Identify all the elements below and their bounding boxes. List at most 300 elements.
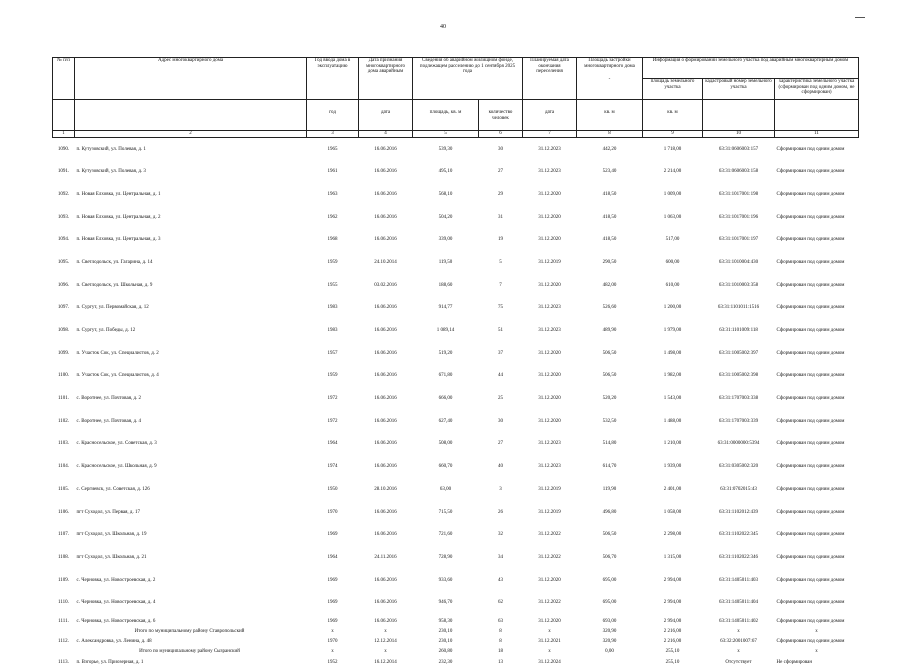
row-people: 13 [479,655,523,669]
row-status: Сформирован под одним домом [775,229,859,252]
row-planned-date: 31.12.2020 [523,229,577,252]
row-status: Сформирован под одним домом [775,251,859,274]
unit-cell: площадь, кв. м [413,100,479,131]
row-number: 1096. [53,274,75,297]
row-land-area: 1 979,00 [643,320,703,343]
row-recognition-date: x [359,649,413,656]
row-recognition-date: 24.10.2014 [359,251,413,274]
row-status: Сформирован под одним домом [775,320,859,343]
row-land-area: 2 216,00 [643,628,703,635]
row-number: 1102. [53,410,75,433]
row-built-area: 482,00 [577,274,643,297]
row-year: 1970 [307,635,359,649]
row-status: Сформирован под одним домом [775,342,859,365]
row-year: 1961 [307,161,359,184]
column-number: 8 [577,131,643,138]
row-area: 721,60 [413,524,479,547]
row-address: п. Кутузовский, ул. Полевая, д. 3 [75,161,307,184]
row-address: с. Черновка, ул. Новостроевская, д. 2 [75,569,307,592]
row-cadastral: Отсутствует [703,655,775,669]
row-status: Сформирован под одним домом [775,569,859,592]
unit-cell: дата [359,100,413,131]
row-land-area: 255,10 [643,655,703,669]
row-land-area: 1 200,00 [643,297,703,320]
row-built-area: 506,50 [577,524,643,547]
row-planned-date: 31.12.2023 [523,456,577,479]
row-planned-date: 31.12.2022 [523,592,577,615]
row-people: 26 [479,501,523,524]
row-address: п. Новая Елховка, ул. Центральная, д. 2 [75,206,307,229]
row-address: п. Сургут, ул. Первомайская, д. 12 [75,297,307,320]
row-area: 495,10 [413,161,479,184]
row-built-area [577,655,643,669]
row-cadastral: 63:31:0606003:157 [703,138,775,161]
row-planned-date: 31.12.2020 [523,274,577,297]
page-number: 40 [440,24,446,30]
row-status: Сформирован под одним домом [775,274,859,297]
row-built-area: 320,90 [577,635,643,649]
header-year: Год ввода дома в эксплуатацию [307,58,359,100]
unit-cell: год [307,100,359,131]
row-year: 1972 [307,388,359,411]
row-number: 1091. [53,161,75,184]
row-address: п. Новая Елховка, ул. Центральная, д. 3 [75,229,307,252]
row-year: 1955 [307,274,359,297]
row-year: 1950 [307,478,359,501]
row-people: 30 [479,138,523,161]
row-cadastral: 63:31:1005002:397 [703,342,775,365]
corner-mark [855,17,865,18]
row-built-area: 489,90 [577,320,643,343]
row-land-area: 1 718,00 [643,138,703,161]
row-address: с. Черновка, ул. Новостроевская, д. 6 [75,614,307,628]
row-recognition-date: 16.06.2016 [359,365,413,388]
row-cadastral: 63:31:1017001:197 [703,229,775,252]
row-number: 1097. [53,297,75,320]
row-number: 1101. [53,388,75,411]
row-land-area: 1 488,00 [643,410,703,433]
row-address: Итого по муниципальному району Сызранский [75,649,307,656]
row-cadastral: 63:31:1707003:339 [703,410,775,433]
row-people: 7 [479,274,523,297]
row-cadastral: 63:31:1405011:403 [703,569,775,592]
row-address: Итого по муниципальному району Ставропольский [75,628,307,635]
row-recognition-date: 16.06.2016 [359,592,413,615]
row-year: 1959 [307,251,359,274]
table-row [53,569,859,592]
column-number: 11 [775,131,859,138]
row-status: Сформирован под одним домом [775,183,859,206]
row-area: 946,70 [413,592,479,615]
row-area: 230,10 [413,635,479,649]
row-built-area: 506,50 [577,365,643,388]
row-recognition-date: 16.06.2016 [359,161,413,184]
table-row [53,655,859,669]
table-row [53,501,859,524]
row-year: 1969 [307,614,359,628]
table-row [53,206,859,229]
row-recognition-date: 16.06.2016 [359,297,413,320]
row-cadastral: 63:32:2001007:67 [703,635,775,649]
row-status: Сформирован под одним домом [775,206,859,229]
row-number: 1094. [53,229,75,252]
row-land-area: 1 315,00 [643,546,703,569]
row-year: 1974 [307,456,359,479]
row-address: п. Светлодольск, ул. Школьная, д. 9 [75,274,307,297]
row-area: 1 089,14 [413,320,479,343]
row-land-area: 2 298,00 [643,524,703,547]
column-number: 4 [359,131,413,138]
row-land-area: 2 214,00 [643,161,703,184]
row-status: Сформирован под одним домом [775,433,859,456]
row-people: 30 [479,410,523,433]
column-number: 10 [703,131,775,138]
row-recognition-date: 16.06.2016 [359,206,413,229]
table-body [53,138,859,669]
row-number: 1106. [53,501,75,524]
row-number: 1113. [53,655,75,669]
row-planned-date: 31.12.2023 [523,161,577,184]
row-year: 1964 [307,433,359,456]
row-area: 504,20 [413,206,479,229]
row-planned-date: 31.12.2019 [523,251,577,274]
row-address: п. Сургут, ул. Победы, д. 12 [75,320,307,343]
row-people: 63 [479,614,523,628]
unit-cell [75,100,307,131]
table-row [53,365,859,388]
row-recognition-date: 12.12.2014 [359,635,413,649]
row-address: с. Воротнее, ул. Почтовая, д. 4 [75,410,307,433]
row-year: 1972 [307,410,359,433]
unit-cell: дата [523,100,577,131]
table-row [53,183,859,206]
table-row [53,342,859,365]
header-dash: - [579,77,640,83]
row-number: 1107. [53,524,75,547]
column-number: 1 [53,131,75,138]
row-recognition-date: 16.06.2016 [359,388,413,411]
row-status: Сформирован под одним домом [775,410,859,433]
row-recognition-date: 28.10.2016 [359,478,413,501]
row-year: 1964 [307,546,359,569]
row-status: Сформирован под одним домом [775,297,859,320]
row-recognition-date: 16.06.2016 [359,342,413,365]
row-cadastral: 63:31:1405011:402 [703,614,775,628]
row-number: 1098. [53,320,75,343]
row-built-area: 526,60 [577,297,643,320]
row-year: 1965 [307,138,359,161]
row-number: 1112. [53,635,75,649]
header-housing: Сведения об аварийном жилищном фонде, подлежащем расселению до 1 сентября 2025 года [413,58,523,100]
header-num: № п/п [53,58,75,100]
row-built-area: 520,20 [577,388,643,411]
unit-cell [775,100,859,131]
row-people: 8 [479,628,523,635]
row-built-area: 320,90 [577,628,643,635]
row-planned-date: 31.12.2022 [523,524,577,547]
row-planned-date: 31.12.2023 [523,320,577,343]
row-people: 32 [479,524,523,547]
row-number: 1095. [53,251,75,274]
unit-cell [703,100,775,131]
unit-cell [53,100,75,131]
row-recognition-date: 16.06.2016 [359,524,413,547]
row-cadastral: 63:31:1017001:196 [703,206,775,229]
row-cadastral: 63:31:1005002:398 [703,365,775,388]
column-number: 6 [479,131,523,138]
table-row [53,635,859,649]
row-address: п. Взгорье, ул. Приозерная, д. 1 [75,655,307,669]
row-recognition-date: 16.06.2016 [359,183,413,206]
row-year: x [307,628,359,635]
column-number: 3 [307,131,359,138]
header-characteristics: характеристика земельного участка (сформирован под одним домом, не сформирован) [775,79,859,100]
row-year: 1952 [307,655,359,669]
column-number: 5 [413,131,479,138]
row-cadastral: 63:31:1707003:338 [703,388,775,411]
row-address: пгт Суходол, ул. Первая, д. 17 [75,501,307,524]
table-row [53,546,859,569]
header-land-area: площадь земельного участка [643,79,703,100]
row-year: 1969 [307,569,359,592]
row-area: 958,30 [413,614,479,628]
row-year: 1983 [307,320,359,343]
row-address: п. Кутузовский, ул. Полевая, д. 1 [75,138,307,161]
row-recognition-date: 16.06.2016 [359,410,413,433]
row-people: 51 [479,320,523,343]
table-row [53,433,859,456]
row-land-area: 1 982,00 [643,365,703,388]
row-people: 31 [479,206,523,229]
row-cadastral: 63:31:1010003:358 [703,274,775,297]
row-land-area: 517,00 [643,229,703,252]
table-row [53,456,859,479]
row-cadastral: 63:31:1102012:439 [703,501,775,524]
unit-cell: кв. м [577,100,643,131]
row-built-area: 695,00 [577,569,643,592]
row-address: п. Светлодольск, ул. Гагарина, д. 14 [75,251,307,274]
row-planned-date: 31.12.2024 [523,655,577,669]
row-recognition-date: 03.02.2016 [359,274,413,297]
row-status: Сформирован под одним домом [775,614,859,628]
row-area: 660,70 [413,456,479,479]
row-status: Не сформирован [775,655,859,669]
row-address: п. Участок Сок, ул. Специалистов, д. 2 [75,342,307,365]
row-planned-date: x [523,649,577,656]
row-built-area: 693,00 [577,614,643,628]
table-row [53,229,859,252]
row-address: с. Красносельское, ул. Школьная, д. 9 [75,456,307,479]
header-planned-date: Планируемая дата окончания переселения [523,58,577,100]
header-recognition-date: Дата признания многоквартирного дома аварийным [359,58,413,100]
row-number: 1090. [53,138,75,161]
column-number: 7 [523,131,577,138]
row-cadastral: 63:31:1101011:1516 [703,297,775,320]
row-people: 43 [479,569,523,592]
row-status: Сформирован под одним домом [775,138,859,161]
row-area: 539,30 [413,138,479,161]
row-cadastral: x [703,628,775,635]
row-area: 339,00 [413,229,479,252]
row-address: пгт Суходол, ул. Школьная, д. 21 [75,546,307,569]
table-row [53,320,859,343]
row-people: 37 [479,342,523,365]
row-year: 1968 [307,229,359,252]
row-year: 1962 [307,206,359,229]
row-status: x [775,628,859,635]
row-number: 1109. [53,569,75,592]
row-status: Сформирован под одним домом [775,478,859,501]
column-number: 2 [75,131,307,138]
table-row [53,388,859,411]
row-built-area: 418,50 [577,183,643,206]
row-area: 914,77 [413,297,479,320]
row-recognition-date: 16.06.2016 [359,320,413,343]
row-people: 19 [479,229,523,252]
row-built-area: 119,90 [577,478,643,501]
header-built-area-label: Площадь застройки многоквартирного дома [579,58,640,69]
row-land-area: 1 498,00 [643,342,703,365]
row-year: 1959 [307,365,359,388]
row-status: Сформирован под одним домом [775,501,859,524]
row-area: 508,00 [413,433,479,456]
row-built-area: 695,00 [577,592,643,615]
row-planned-date: 31.12.2020 [523,569,577,592]
row-land-area: 1 009,00 [643,183,703,206]
row-planned-date: 31.12.2020 [523,183,577,206]
row-planned-date: 31.12.2022 [523,546,577,569]
table-row [53,297,859,320]
row-recognition-date: 16.06.2016 [359,433,413,456]
row-cadastral: 63:31:0702015:43 [703,478,775,501]
row-area: 568,10 [413,183,479,206]
row-land-area: 2 994,00 [643,592,703,615]
row-recognition-date: x [359,628,413,635]
table-row [53,410,859,433]
row-status: Сформирован под одним домом [775,388,859,411]
row-land-area: 1 939,00 [643,456,703,479]
header-cadastral: кадастровый номер земельного участка [703,79,775,100]
row-people: 75 [479,297,523,320]
row-cadastral: x [703,649,775,656]
row-built-area: 614,70 [577,456,643,479]
row-land-area: 1 063,00 [643,206,703,229]
row-land-area: 2 994,00 [643,569,703,592]
row-status: Сформирован под одним домом [775,592,859,615]
row-people: 62 [479,592,523,615]
row-built-area: 0,00 [577,649,643,656]
row-address: с. Воротнее, ул. Почтовая, д. 2 [75,388,307,411]
header-land-info: Информация о формировании земельного участка под аварийным многоквартирным домом [643,58,859,79]
row-area: 260,80 [413,649,479,656]
row-year: 1983 [307,297,359,320]
table-row [53,478,859,501]
row-built-area: 290,50 [577,251,643,274]
row-people: 34 [479,546,523,569]
row-area: 627,40 [413,410,479,433]
row-built-area: 506,70 [577,546,643,569]
row-planned-date: 31.12.2020 [523,614,577,628]
row-status: Сформирован под одним домом [775,524,859,547]
row-address: с. Красносельское, ул. Советская, д. 3 [75,433,307,456]
row-area: 666,00 [413,388,479,411]
table-row [53,161,859,184]
row-land-area: 2 216,00 [643,635,703,649]
row-built-area: 496,80 [577,501,643,524]
row-cadastral: 63:31:1101009:118 [703,320,775,343]
row-cadastral: 63:31:1017001:198 [703,183,775,206]
column-number: 9 [643,131,703,138]
row-people: 18 [479,649,523,656]
row-recognition-date: 16.06.2016 [359,614,413,628]
row-area: 715,50 [413,501,479,524]
row-people: 25 [479,388,523,411]
emergency-housing-table [52,57,859,669]
table-row [53,138,859,161]
row-planned-date: 31.12.2020 [523,365,577,388]
row-planned-date: 31.12.2023 [523,297,577,320]
row-number: 1108. [53,546,75,569]
row-land-area: 1 210,00 [643,433,703,456]
row-built-area: 523,40 [577,161,643,184]
row-planned-date: 31.12.2023 [523,433,577,456]
row-status: Сформирован под одним домом [775,456,859,479]
row-recognition-date: 16.06.2016 [359,569,413,592]
row-year: 1969 [307,524,359,547]
table-row [53,524,859,547]
header-built-area [577,58,643,100]
row-area: 519,20 [413,342,479,365]
table-row [53,592,859,615]
row-year: x [307,649,359,656]
row-planned-date: 31.12.2020 [523,206,577,229]
row-address: п. Участок Сок, ул. Специалистов, д. 4 [75,365,307,388]
row-status: Сформирован под одним домом [775,161,859,184]
row-cadastral: 63:31:1102022:346 [703,546,775,569]
row-number: 1111. [53,614,75,628]
row-planned-date: x [523,628,577,635]
row-planned-date: 31.12.2023 [523,138,577,161]
row-recognition-date: 16.06.2016 [359,229,413,252]
row-built-area: 418,50 [577,206,643,229]
unit-cell: кв. м [643,100,703,131]
row-area: 671,80 [413,365,479,388]
row-people: 3 [479,478,523,501]
row-status: Сформирован под одним домом [775,546,859,569]
row-land-area: 2 401,00 [643,478,703,501]
row-number: 1093. [53,206,75,229]
row-land-area: 610,00 [643,274,703,297]
row-number: 1104. [53,456,75,479]
row-status: x [775,649,859,656]
row-land-area: 2 994,00 [643,614,703,628]
row-status: Сформирован под одним домом [775,365,859,388]
row-people: 29 [479,183,523,206]
row-number: 1105. [53,478,75,501]
row-recognition-date: 16.12.2014 [359,655,413,669]
row-built-area: 442,20 [577,138,643,161]
row-people: 40 [479,456,523,479]
row-people: 27 [479,433,523,456]
row-address: пгт Суходол, ул. Школьная, д. 19 [75,524,307,547]
row-address: с. Черновка, ул. Новостроевская, д. 4 [75,592,307,615]
row-area: 232,30 [413,655,479,669]
row-recognition-date: 16.06.2016 [359,501,413,524]
table-row [53,251,859,274]
row-year: 1970 [307,501,359,524]
row-year: 1963 [307,183,359,206]
row-people: 27 [479,161,523,184]
